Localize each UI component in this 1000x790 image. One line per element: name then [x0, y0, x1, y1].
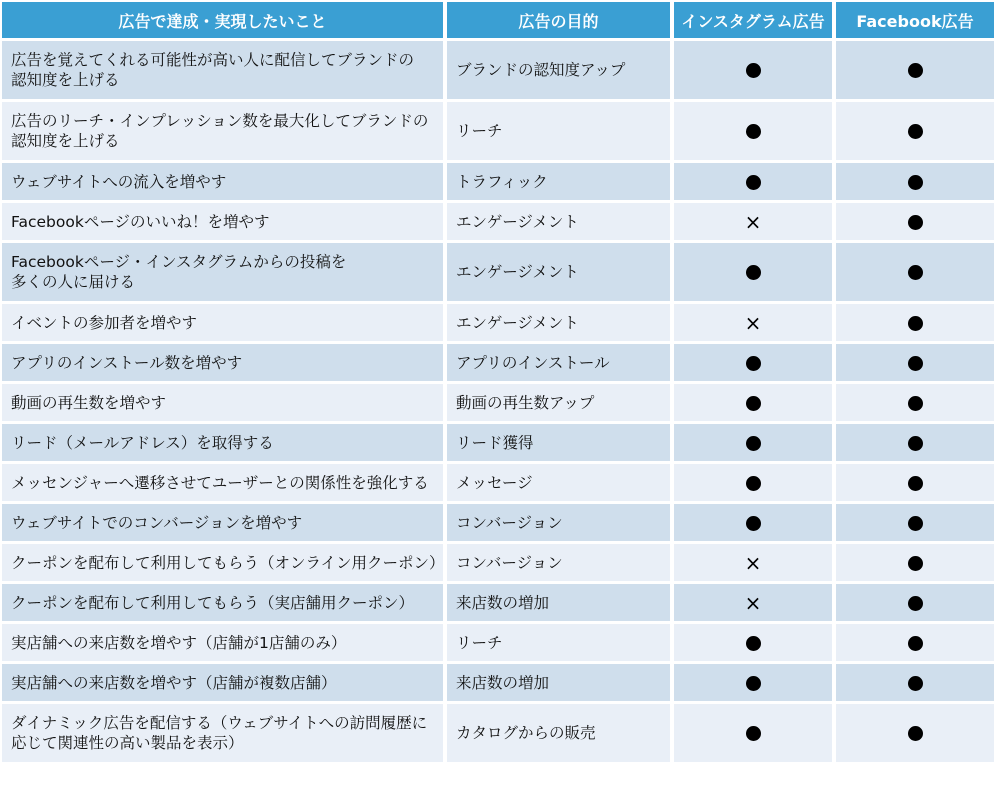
facebook-availability-mark-circle-icon — [908, 175, 923, 190]
table-row — [2, 584, 994, 621]
header-goal: 広告で達成・実現したいこと — [2, 2, 443, 38]
goal-cell: リード（メールアドレス）を取得する — [2, 424, 443, 461]
facebook-availability-mark-circle-icon — [908, 556, 923, 571]
facebook-availability-cell — [836, 424, 994, 461]
facebook-availability-mark-circle-icon — [908, 436, 923, 451]
table-row — [2, 664, 994, 701]
instagram-availability-cell — [674, 704, 832, 762]
table-row — [2, 504, 994, 541]
instagram-availability-mark-circle-icon — [746, 124, 761, 139]
instagram-availability-cell — [674, 102, 832, 160]
goal-cell: 広告のリーチ・インプレッション数を最大化してブランドの 認知度を上げる — [2, 102, 443, 160]
instagram-availability-cell — [674, 624, 832, 661]
goal-cell: ウェブサイトでのコンバージョンを増やす — [2, 504, 443, 541]
instagram-availability-cell — [674, 464, 832, 501]
instagram-availability-mark-circle-icon — [746, 636, 761, 651]
facebook-availability-cell — [836, 584, 994, 621]
objective-cell: コンバージョン — [447, 544, 670, 581]
table-row — [2, 163, 994, 200]
table-row — [2, 304, 994, 341]
table-row — [2, 344, 994, 381]
table-row — [2, 243, 994, 301]
facebook-availability-cell — [836, 464, 994, 501]
instagram-availability-mark-circle-icon — [746, 476, 761, 491]
facebook-availability-cell — [836, 704, 994, 762]
goal-cell: Facebookページ・インスタグラムからの投稿を 多くの人に届ける — [2, 243, 443, 301]
instagram-availability-mark-circle-icon — [746, 516, 761, 531]
instagram-availability-mark-circle-icon — [746, 396, 761, 411]
facebook-availability-cell — [836, 203, 994, 240]
objective-cell: アプリのインストール — [447, 344, 670, 381]
facebook-availability-mark-circle-icon — [908, 356, 923, 371]
objective-cell: エンゲージメント — [447, 304, 670, 341]
goal-cell: ウェブサイトへの流入を増やす — [2, 163, 443, 200]
facebook-availability-cell — [836, 243, 994, 301]
facebook-availability-cell — [836, 344, 994, 381]
instagram-availability-cell — [674, 664, 832, 701]
objective-cell: エンゲージメント — [447, 243, 670, 301]
table-row — [2, 544, 994, 581]
goal-cell: イベントの参加者を増やす — [2, 304, 443, 341]
facebook-availability-mark-circle-icon — [908, 63, 923, 78]
goal-cell: 実店舗への来店数を増やす（店舗が複数店舗） — [2, 664, 443, 701]
table-row — [2, 464, 994, 501]
instagram-availability-mark: × — [744, 590, 762, 615]
objective-cell: ブランドの認知度アップ — [447, 41, 670, 99]
instagram-availability-mark-circle-icon — [746, 175, 761, 190]
instagram-availability-mark: × — [744, 209, 762, 234]
header-instagram: インスタグラム広告 — [674, 2, 832, 38]
facebook-availability-mark-circle-icon — [908, 726, 923, 741]
objective-cell: 動画の再生数アップ — [447, 384, 670, 421]
instagram-availability-mark-circle-icon — [746, 356, 761, 371]
goal-cell: メッセンジャーへ遷移させてユーザーとの関係性を強化する — [2, 464, 443, 501]
instagram-availability-mark-circle-icon — [746, 63, 761, 78]
goal-cell: アプリのインストール数を増やす — [2, 344, 443, 381]
instagram-availability-cell — [674, 203, 832, 240]
instagram-availability-mark-circle-icon — [746, 726, 761, 741]
objective-cell: カタログからの販売 — [447, 704, 670, 762]
goal-cell: 動画の再生数を増やす — [2, 384, 443, 421]
instagram-availability-cell — [674, 584, 832, 621]
goal-cell: 広告を覚えてくれる可能性が高い人に配信してブランドの 認知度を上げる — [2, 41, 443, 99]
instagram-availability-mark: × — [744, 310, 762, 335]
facebook-availability-mark-circle-icon — [908, 265, 923, 280]
header-facebook: Facebook広告 — [836, 2, 994, 38]
instagram-availability-cell — [674, 384, 832, 421]
goal-cell: 実店舗への来店数を増やす（店舗が1店舗のみ） — [2, 624, 443, 661]
objective-cell: エンゲージメント — [447, 203, 670, 240]
facebook-availability-mark-circle-icon — [908, 476, 923, 491]
instagram-availability-cell — [674, 41, 832, 99]
goal-cell: クーポンを配布して利用してもらう（オンライン用クーポン） — [2, 544, 443, 581]
facebook-availability-cell — [836, 163, 994, 200]
facebook-availability-cell — [836, 41, 994, 99]
objective-cell: 来店数の増加 — [447, 584, 670, 621]
instagram-availability-cell — [674, 243, 832, 301]
facebook-availability-mark-circle-icon — [908, 516, 923, 531]
objective-cell: トラフィック — [447, 163, 670, 200]
objective-cell: リーチ — [447, 102, 670, 160]
header-objective: 広告の目的 — [447, 2, 670, 38]
facebook-availability-cell — [836, 102, 994, 160]
goal-cell: ダイナミック広告を配信する（ウェブサイトへの訪問履歴に 応じて関連性の高い製品を表示） — [2, 704, 443, 762]
goal-cell: クーポンを配布して利用してもらう（実店舗用クーポン） — [2, 584, 443, 621]
facebook-availability-mark-circle-icon — [908, 215, 923, 230]
instagram-availability-mark-circle-icon — [746, 265, 761, 280]
table-row — [2, 384, 994, 421]
facebook-availability-cell — [836, 384, 994, 421]
table-row — [2, 704, 994, 762]
facebook-availability-cell — [836, 544, 994, 581]
facebook-availability-cell — [836, 664, 994, 701]
instagram-availability-cell — [674, 424, 832, 461]
table-row — [2, 203, 994, 240]
facebook-availability-cell — [836, 304, 994, 341]
instagram-availability-cell — [674, 304, 832, 341]
facebook-availability-mark-circle-icon — [908, 596, 923, 611]
instagram-availability-mark-circle-icon — [746, 676, 761, 691]
facebook-availability-cell — [836, 624, 994, 661]
instagram-availability-cell — [674, 163, 832, 200]
facebook-availability-mark-circle-icon — [908, 316, 923, 331]
facebook-availability-mark-circle-icon — [908, 396, 923, 411]
objective-cell: リーチ — [447, 624, 670, 661]
objective-cell: コンバージョン — [447, 504, 670, 541]
table-body — [2, 41, 994, 762]
objective-cell: リード獲得 — [447, 424, 670, 461]
facebook-availability-cell — [836, 504, 994, 541]
objective-cell: メッセージ — [447, 464, 670, 501]
comparison-table-container — [2, 2, 994, 762]
objective-cell: 来店数の増加 — [447, 664, 670, 701]
table-row — [2, 424, 994, 461]
facebook-availability-mark-circle-icon — [908, 636, 923, 651]
instagram-availability-mark-circle-icon — [746, 436, 761, 451]
instagram-availability-mark: × — [744, 550, 762, 575]
instagram-availability-cell — [674, 344, 832, 381]
goal-cell: Facebookページのいいね！を増やす — [2, 203, 443, 240]
table-row — [2, 102, 994, 160]
table-header-row — [2, 2, 994, 38]
instagram-availability-cell — [674, 544, 832, 581]
facebook-availability-mark-circle-icon — [908, 676, 923, 691]
table-row — [2, 41, 994, 99]
facebook-availability-mark-circle-icon — [908, 124, 923, 139]
instagram-availability-cell — [674, 504, 832, 541]
table-row — [2, 624, 994, 661]
